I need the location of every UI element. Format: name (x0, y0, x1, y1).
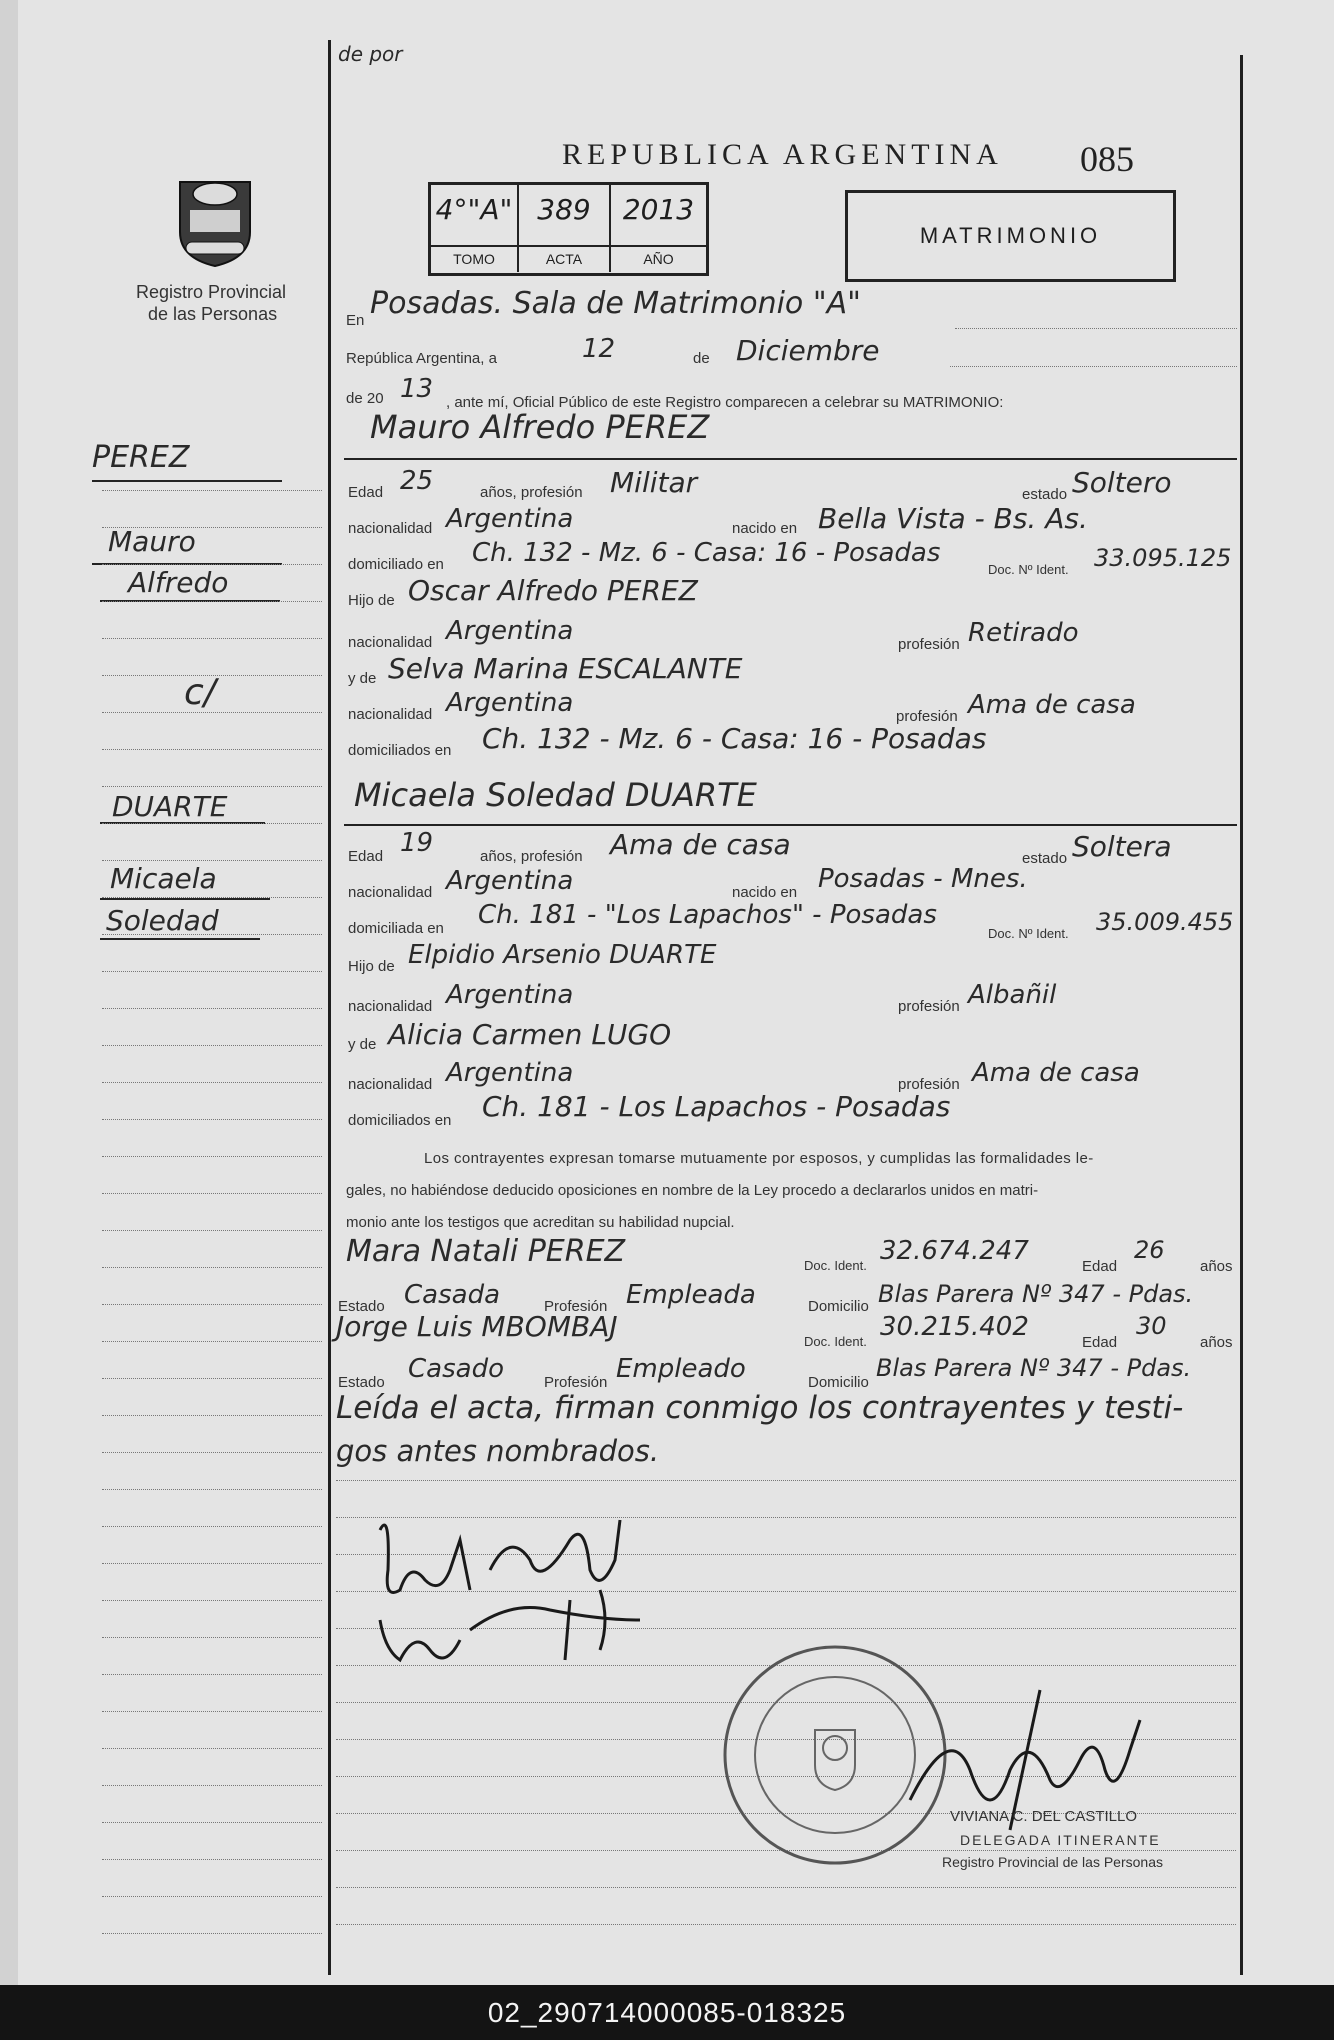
bride-civil-status: Soltera (1072, 830, 1172, 863)
margin-rule (102, 490, 322, 491)
scan-footer-code: 02_290714000085-018325 (0, 1985, 1334, 2040)
margin-rule (102, 860, 322, 861)
margin-rule (102, 1304, 322, 1305)
registration-table (428, 182, 709, 276)
margin-groom-name2: Alfredo (128, 566, 229, 599)
estado-label: estado (1022, 850, 1068, 867)
margin-rule (102, 1230, 322, 1231)
margin-groom-surname: PEREZ (92, 440, 190, 475)
margin-rule (102, 1785, 322, 1786)
officer-name: VIVIANA C. DEL CASTILLO (950, 1808, 1138, 1825)
margin-rule (102, 1378, 322, 1379)
bride-full-name: Micaela Soledad DUARTE (354, 776, 757, 814)
margin-rule (102, 1748, 322, 1749)
yde-label: y de (348, 670, 377, 687)
tomo-value: 4°"A" (435, 193, 513, 226)
nacido-label: nacido en (732, 520, 798, 537)
nacionalidad-label: nacionalidad (348, 634, 433, 651)
margin-rule (102, 1896, 322, 1897)
ceremony-place: Posadas. Sala de Matrimonio "A" (370, 286, 861, 321)
margin-groom-name1: Mauro (108, 525, 196, 558)
profesion-label: profesión (898, 636, 960, 653)
groom-birthplace: Bella Vista - Bs. As. (818, 502, 1088, 535)
acta-value: 389 (537, 193, 591, 226)
witness2-doc: 30.215.402 (880, 1312, 1029, 1342)
estado-label: Estado (338, 1298, 385, 1315)
section-divider (344, 824, 1237, 826)
top-note: de por (338, 42, 403, 66)
doc-label: Doc. Nº Ident. (988, 562, 1069, 577)
margin-rule (102, 1193, 322, 1194)
groom-full-name: Mauro Alfredo PEREZ (370, 408, 710, 446)
margin-underline (100, 938, 260, 940)
body-rule (336, 1480, 1236, 1481)
domiciliado-label: domiciliado en (348, 556, 444, 573)
margin-rule (102, 1674, 322, 1675)
margin-conjunction: c/ (184, 672, 216, 713)
margin-divider (328, 40, 331, 1975)
witness2-profession: Empleado (616, 1354, 746, 1384)
margin-rule (102, 564, 322, 565)
nacionalidad-label: nacionalidad (348, 1076, 433, 1093)
margin-bride-name2: Soledad (106, 904, 219, 937)
nacionalidad-label: nacionalidad (348, 706, 433, 723)
margin-rule (102, 1637, 322, 1638)
anos-label: años (1200, 1334, 1233, 1351)
margin-rule (102, 1452, 322, 1453)
ceremony-month: Diciembre (736, 334, 880, 367)
margin-rule (102, 749, 322, 750)
declaration-line3: monio ante los testigos que acreditan su habilidad nupcial. (346, 1214, 735, 1231)
year-prefix: de 20 (346, 390, 384, 407)
witness2-address: Blas Parera Nº 347 - Pdas. (876, 1354, 1192, 1382)
witness1-address: Blas Parera Nº 347 - Pdas. (878, 1280, 1194, 1308)
closing-line1: Leída el acta, firman conmigo los contrayentes y testi- (336, 1390, 1184, 1426)
margin-rule (102, 1119, 322, 1120)
margin-rule (102, 1822, 322, 1823)
witness1-age: 26 (1134, 1236, 1165, 1264)
nacionalidad-label: nacionalidad (348, 884, 433, 901)
witness1-name: Mara Natali PEREZ (346, 1234, 626, 1269)
page-edge (0, 0, 18, 1985)
domicilio-label: Domicilio (808, 1374, 869, 1391)
margin-rule (102, 1008, 322, 1009)
profesion-label: Profesión (544, 1374, 608, 1391)
groom-mother: Selva Marina ESCALANTE (388, 652, 743, 685)
groom-father-profession: Retirado (968, 618, 1079, 648)
witness1-doc: 32.674.247 (880, 1236, 1029, 1266)
domiciliada-label: domiciliada en (348, 920, 444, 937)
bride-father-profession: Albañil (968, 980, 1057, 1010)
margin-bride-surname: DUARTE (112, 790, 228, 823)
doc-label: Doc. Ident. (804, 1334, 867, 1349)
bride-nationality: Argentina (446, 866, 574, 896)
tomo-label: TOMO (431, 245, 519, 272)
declaration-line1: Los contrayentes expresan tomarse mutuamente por esposos, y cumplidas las formalidades le- (424, 1150, 1094, 1167)
body-rule (336, 1887, 1236, 1888)
bride-father-nationality: Argentina (446, 980, 574, 1010)
profesion-label: profesión (898, 998, 960, 1015)
edad-label: Edad (348, 848, 384, 865)
profesion-label: profesión (898, 1076, 960, 1093)
margin-rule (102, 1267, 322, 1268)
contracting-party-signatures (370, 1500, 670, 1700)
ceremony-year: 13 (400, 374, 434, 404)
edad-label: Edad (1082, 1334, 1118, 1351)
groom-father: Oscar Alfredo PEREZ (408, 574, 698, 607)
bride-mother-nationality: Argentina (446, 1058, 574, 1088)
hijo-label: Hijo de (348, 958, 395, 975)
body-rule (336, 1924, 1236, 1925)
yde-label: y de (348, 1036, 377, 1053)
groom-civil-status: Soltero (1072, 466, 1172, 499)
groom-parents-address: Ch. 132 - Mz. 6 - Casa: 16 - Posadas (482, 722, 987, 755)
profesion-label: profesión (896, 708, 958, 725)
ceremony-day: 12 (582, 334, 616, 364)
edad-label: Edad (1082, 1258, 1118, 1275)
margin-rule (102, 897, 322, 898)
statement: , ante mí, Oficial Público de este Registro comparecen a celebrar su MATRIMONIO: (446, 394, 1004, 411)
misiones-emblem-icon (172, 172, 258, 268)
margin-rule (102, 1415, 322, 1416)
doc-label: Doc. Nº Ident. (988, 926, 1069, 941)
witness2-age: 30 (1136, 1312, 1167, 1340)
estado-label: Estado (338, 1374, 385, 1391)
margin-underline (100, 898, 270, 900)
groom-mother-profession: Ama de casa (968, 690, 1136, 720)
margin-rule (102, 1711, 322, 1712)
closing-line2: gos antes nombrados. (336, 1434, 660, 1468)
nacionalidad-label: nacionalidad (348, 998, 433, 1015)
estado-label: estado (1022, 486, 1068, 503)
bride-profession: Ama de casa (610, 828, 791, 861)
anos-label: años (1200, 1258, 1233, 1275)
margin-rule (102, 1526, 322, 1527)
groom-address: Ch. 132 - Mz. 6 - Casa: 16 - Posadas (472, 538, 941, 568)
officer-title: DELEGADA ITINERANTE (960, 1832, 1161, 1848)
rule (950, 366, 1237, 367)
bride-birthplace: Posadas - Mnes. (818, 864, 1028, 894)
page-number: 085 (1080, 139, 1134, 179)
nacido-label: nacido en (732, 884, 798, 901)
margin-rule (102, 1156, 322, 1157)
margin-rule (102, 1489, 322, 1490)
bride-doc: 35.009.455 (1096, 908, 1234, 936)
groom-doc: 33.095.125 (1094, 544, 1232, 572)
registry-name-line1: Registro Provincial (136, 282, 287, 302)
margin-rule (102, 712, 322, 713)
margin-rule (102, 1933, 322, 1934)
domiciliados-label: domiciliados en (348, 742, 452, 759)
margin-rule (102, 1563, 322, 1564)
margin-rule (102, 527, 322, 528)
bride-age: 19 (400, 828, 434, 858)
margin-rule (102, 675, 322, 676)
groom-profession: Militar (610, 466, 698, 499)
republica-label: República Argentina, a (346, 350, 497, 367)
groom-mother-nationality: Argentina (446, 688, 574, 718)
groom-nationality: Argentina (446, 504, 574, 534)
witness1-status: Casada (404, 1280, 501, 1310)
act-type: MATRIMONIO (919, 223, 1102, 248)
officer-office: Registro Provincial de las Personas (942, 1854, 1163, 1870)
bride-mother-profession: Ama de casa (972, 1058, 1140, 1088)
en-label: En (346, 312, 365, 329)
edad-label: Edad (348, 484, 384, 501)
profesion-label: Profesión (544, 1298, 608, 1315)
witness2-status: Casado (408, 1354, 504, 1384)
margin-rule (102, 601, 322, 602)
margin-rule (102, 934, 322, 935)
anio-label: AÑO (611, 245, 706, 272)
domicilio-label: Domicilio (808, 1298, 869, 1315)
margin-rule (102, 1045, 322, 1046)
margin-rule (102, 971, 322, 972)
bride-mother: Alicia Carmen LUGO (388, 1018, 672, 1051)
hijo-label: Hijo de (348, 592, 395, 609)
de-label: de (693, 350, 710, 367)
margin-rule (102, 823, 322, 824)
witness1-profession: Empleada (626, 1280, 756, 1310)
margin-rule (102, 1082, 322, 1083)
acta-label: ACTA (519, 245, 611, 272)
nacionalidad-label: nacionalidad (348, 520, 433, 537)
registry-name-line2: de las Personas (148, 304, 278, 324)
margin-rule (102, 786, 322, 787)
bride-address: Ch. 181 - "Los Lapachos" - Posadas (478, 900, 937, 930)
act-type-box (845, 190, 1176, 282)
declaration-line2: gales, no habiéndose deducido oposiciones en nombre de la Ley procedo a declararlos unidos en matri- (346, 1182, 1039, 1199)
doc-label: Doc. Ident. (804, 1258, 867, 1273)
groom-age: 25 (400, 466, 434, 496)
margin-rule (102, 1341, 322, 1342)
anio-value: 2013 (622, 193, 695, 226)
bride-father: Elpidio Arsenio DUARTE (408, 940, 717, 970)
anos-profesion-label: años, profesión (480, 848, 583, 865)
margin-bride-name1: Micaela (110, 862, 217, 895)
witness2-name: Jorge Luis MBOMBAJ (336, 1310, 618, 1343)
right-border (1240, 55, 1243, 1975)
margin-rule (102, 1600, 322, 1601)
margin-underline (92, 480, 282, 482)
anos-profesion-label: años, profesión (480, 484, 583, 501)
bride-parents-address: Ch. 181 - Los Lapachos - Posadas (482, 1090, 951, 1123)
country-title: REPUBLICA ARGENTINA (562, 138, 1003, 171)
domiciliados-label: domiciliados en (348, 1112, 452, 1129)
margin-rule (102, 1859, 322, 1860)
groom-father-nationality: Argentina (446, 616, 574, 646)
margin-rule (102, 638, 322, 639)
section-divider (344, 458, 1237, 460)
rule (955, 328, 1237, 329)
